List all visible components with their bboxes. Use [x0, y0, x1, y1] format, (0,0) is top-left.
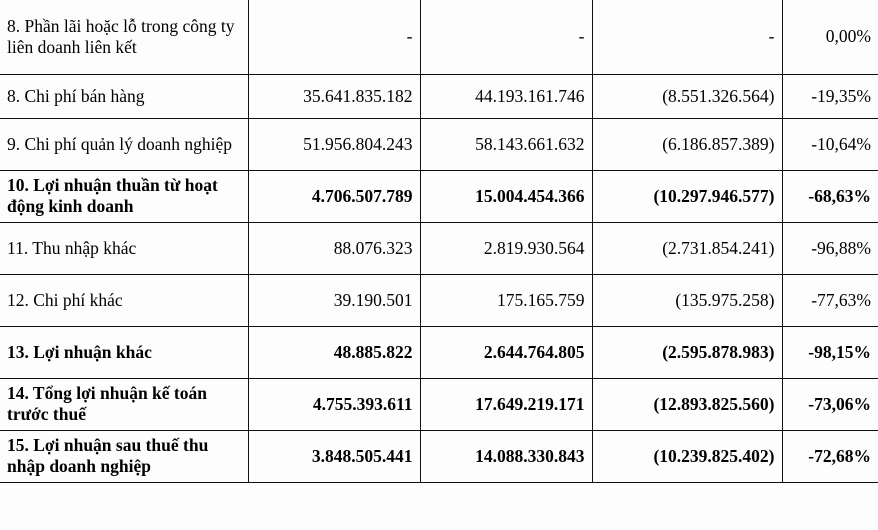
- row-label: 12. Chi phí khác: [0, 274, 248, 326]
- row-value-previous: 15.004.454.366: [420, 170, 592, 222]
- row-value-difference: (12.893.825.560): [592, 378, 782, 430]
- row-value-current: 4.755.393.611: [248, 378, 420, 430]
- row-value-percent: 0,00%: [782, 0, 878, 74]
- row-label: 13. Lợi nhuận khác: [0, 326, 248, 378]
- table-row: [0, 170, 878, 222]
- row-label: 15. Lợi nhuận sau thuế thu nhập doanh nghiệp: [0, 430, 248, 482]
- row-value-current: 35.641.835.182: [248, 74, 420, 118]
- row-value-current: 4.706.507.789: [248, 170, 420, 222]
- row-value-previous: 2.819.930.564: [420, 222, 592, 274]
- row-value-previous: 2.644.764.805: [420, 326, 592, 378]
- table-row: [0, 378, 878, 430]
- row-value-percent: -96,88%: [782, 222, 878, 274]
- row-value-previous: 17.649.219.171: [420, 378, 592, 430]
- table-row: [0, 0, 878, 74]
- row-value-difference: -: [592, 0, 782, 74]
- row-value-previous: 14.088.330.843: [420, 430, 592, 482]
- table-row: [0, 222, 878, 274]
- row-value-percent: -19,35%: [782, 74, 878, 118]
- row-value-difference: (2.731.854.241): [592, 222, 782, 274]
- row-value-previous: 58.143.661.632: [420, 118, 592, 170]
- row-label: 10. Lợi nhuận thuần từ hoạt động kinh doanh: [0, 170, 248, 222]
- row-value-previous: 175.165.759: [420, 274, 592, 326]
- row-label: 9. Chi phí quản lý doanh nghiệp: [0, 118, 248, 170]
- row-value-percent: -73,06%: [782, 378, 878, 430]
- row-label: 8. Chi phí bán hàng: [0, 74, 248, 118]
- row-value-percent: -77,63%: [782, 274, 878, 326]
- table-row: [0, 118, 878, 170]
- row-value-current: 51.956.804.243: [248, 118, 420, 170]
- table-row: [0, 430, 878, 482]
- row-value-previous: 44.193.161.746: [420, 74, 592, 118]
- row-value-difference: (6.186.857.389): [592, 118, 782, 170]
- table-row: [0, 274, 878, 326]
- table-row: [0, 74, 878, 118]
- row-value-difference: (2.595.878.983): [592, 326, 782, 378]
- row-value-difference: (8.551.326.564): [592, 74, 782, 118]
- row-value-current: 3.848.505.441: [248, 430, 420, 482]
- row-value-percent: -72,68%: [782, 430, 878, 482]
- row-value-current: -: [248, 0, 420, 74]
- row-value-current: 88.076.323: [248, 222, 420, 274]
- row-value-previous: -: [420, 0, 592, 74]
- row-value-percent: -98,15%: [782, 326, 878, 378]
- row-label: 8. Phần lãi hoặc lỗ trong công ty liên doanh liên kết: [0, 0, 248, 74]
- row-label: 11. Thu nhập khác: [0, 222, 248, 274]
- row-value-difference: (10.239.825.402): [592, 430, 782, 482]
- row-value-difference: (135.975.258): [592, 274, 782, 326]
- row-value-percent: -68,63%: [782, 170, 878, 222]
- row-value-current: 48.885.822: [248, 326, 420, 378]
- row-value-difference: (10.297.946.577): [592, 170, 782, 222]
- row-value-current: 39.190.501: [248, 274, 420, 326]
- row-value-percent: -10,64%: [782, 118, 878, 170]
- table-row: [0, 326, 878, 378]
- row-label: 14. Tổng lợi nhuận kế toán trước thuế: [0, 378, 248, 430]
